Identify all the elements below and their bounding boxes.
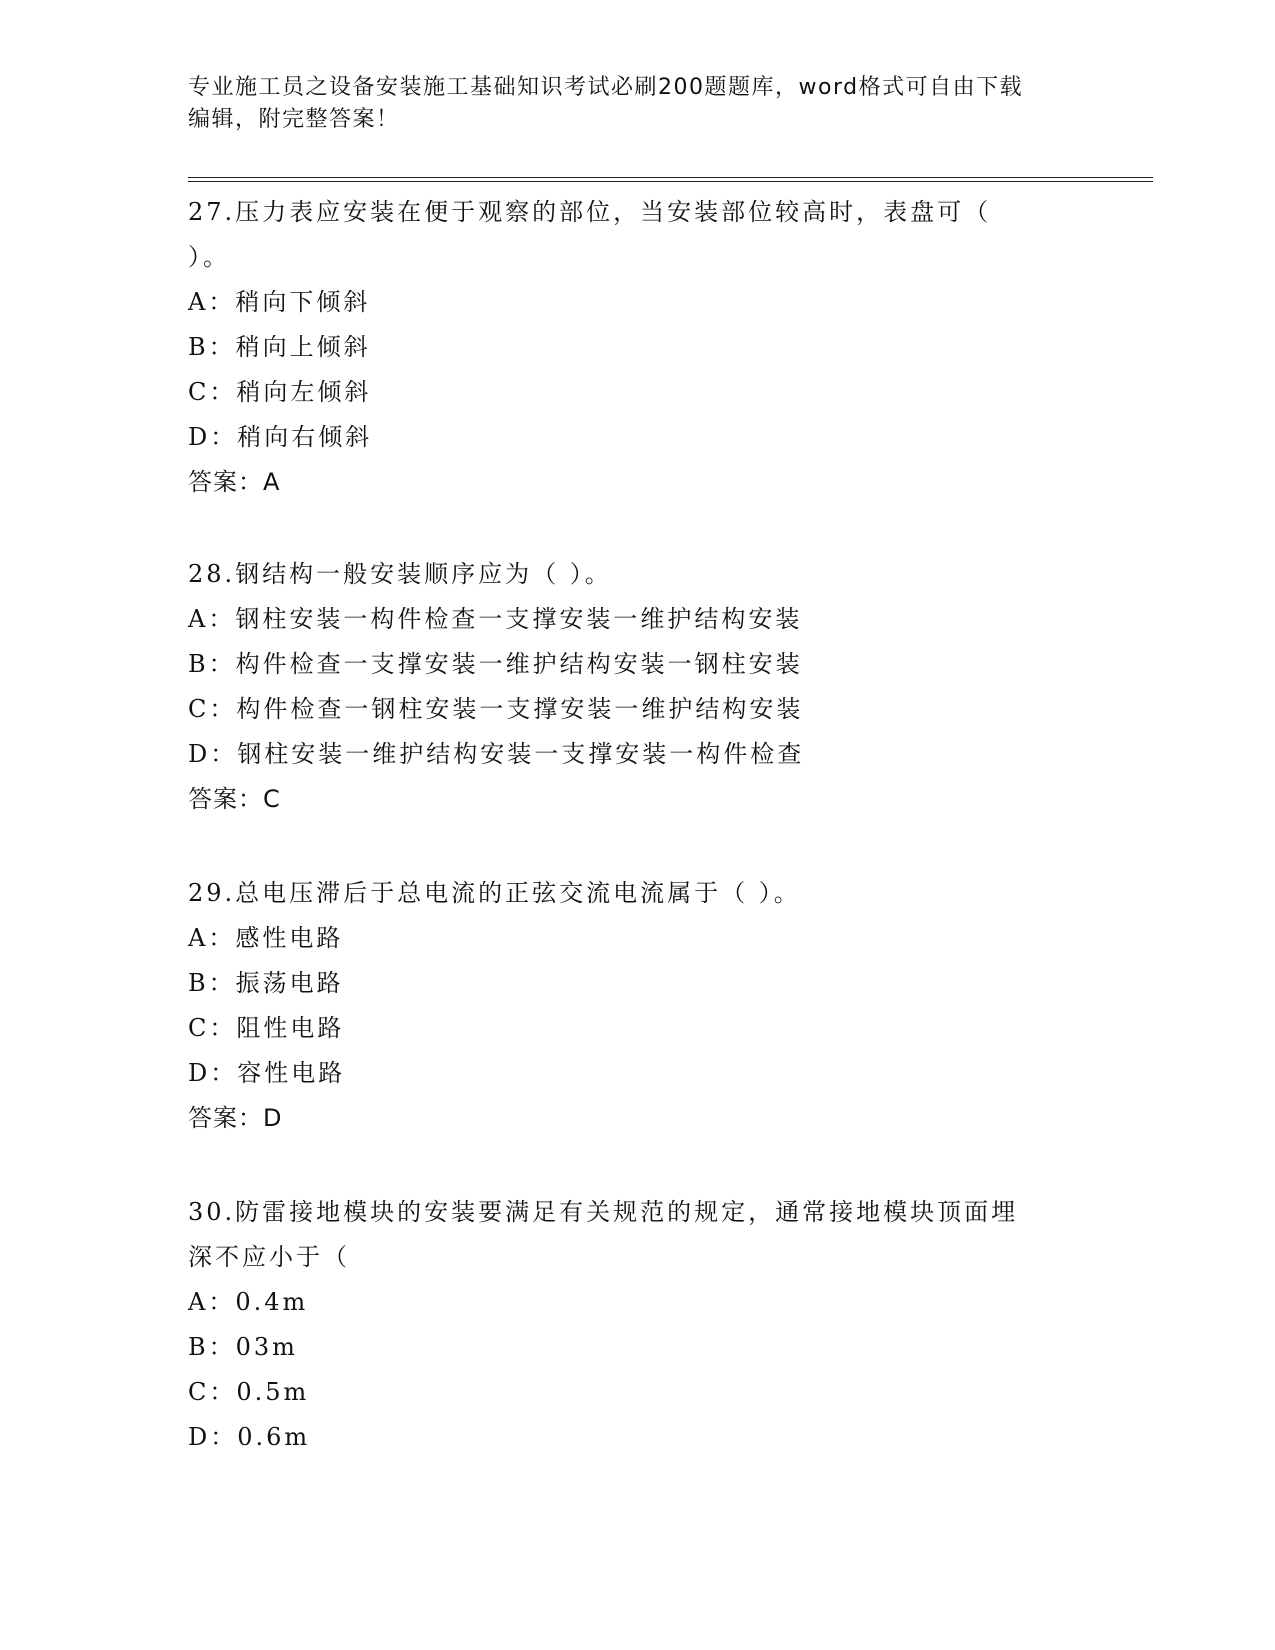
option-b: B：振荡电路 [188, 969, 344, 997]
option-a: A：0.4m [188, 1288, 309, 1316]
header-divider-top [188, 177, 1153, 178]
answer: 答案：D [188, 1104, 283, 1132]
option-a: A：稍向下倾斜 [188, 288, 371, 316]
question-stem-line-2: ）。 [188, 243, 230, 271]
option-a: A：感性电路 [188, 924, 344, 952]
option-d: D：0.6m [188, 1423, 311, 1451]
answer: 答案：C [188, 785, 281, 813]
header-line-1: 专业施工员之设备安装施工基础知识考试必刷200题题库，word格式可自由下载 [188, 75, 1024, 100]
option-d: D：稍向右倾斜 [188, 423, 373, 451]
question-stem-line-1: 28.钢结构一般安装顺序应为（ ）。 [188, 560, 612, 588]
option-b: B：稍向上倾斜 [188, 333, 371, 361]
option-d: D：钢柱安装一维护结构安装一支撑安装一构件检查 [188, 740, 805, 768]
question-stem-line-2: 深不应小于（ [188, 1243, 350, 1271]
answer: 答案：A [188, 468, 281, 496]
option-d: D：容性电路 [188, 1059, 346, 1087]
question-stem-line-1: 29.总电压滞后于总电流的正弦交流电流属于（ ）。 [188, 879, 801, 907]
question-stem-line-1: 30.防雷接地模块的安装要满足有关规范的规定，通常接地模块顶面埋 [188, 1198, 1019, 1226]
option-b: B：03m [188, 1333, 298, 1361]
option-b: B：构件检查一支撑安装一维护结构安装一钢柱安装 [188, 650, 803, 678]
option-c: C：0.5m [188, 1378, 310, 1406]
header-line-2: 编辑，附完整答案！ [188, 107, 400, 132]
option-c: C：构件检查一钢柱安装一支撑安装一维护结构安装 [188, 695, 804, 723]
document-header [188, 72, 1088, 136]
question-29 [188, 871, 1088, 1141]
question-30 [188, 1190, 1088, 1460]
option-c: C：阻性电路 [188, 1014, 345, 1042]
option-c: C：稍向左倾斜 [188, 378, 372, 406]
option-a: A：钢柱安装一构件检查一支撑安装一维护结构安装 [188, 605, 803, 633]
question-28 [188, 552, 1088, 822]
header-divider-bottom [188, 181, 1153, 182]
question-stem-line-1: 27.压力表应安装在便于观察的部位，当安装部位较高时，表盘可（ [188, 198, 992, 226]
question-27 [188, 190, 1088, 505]
